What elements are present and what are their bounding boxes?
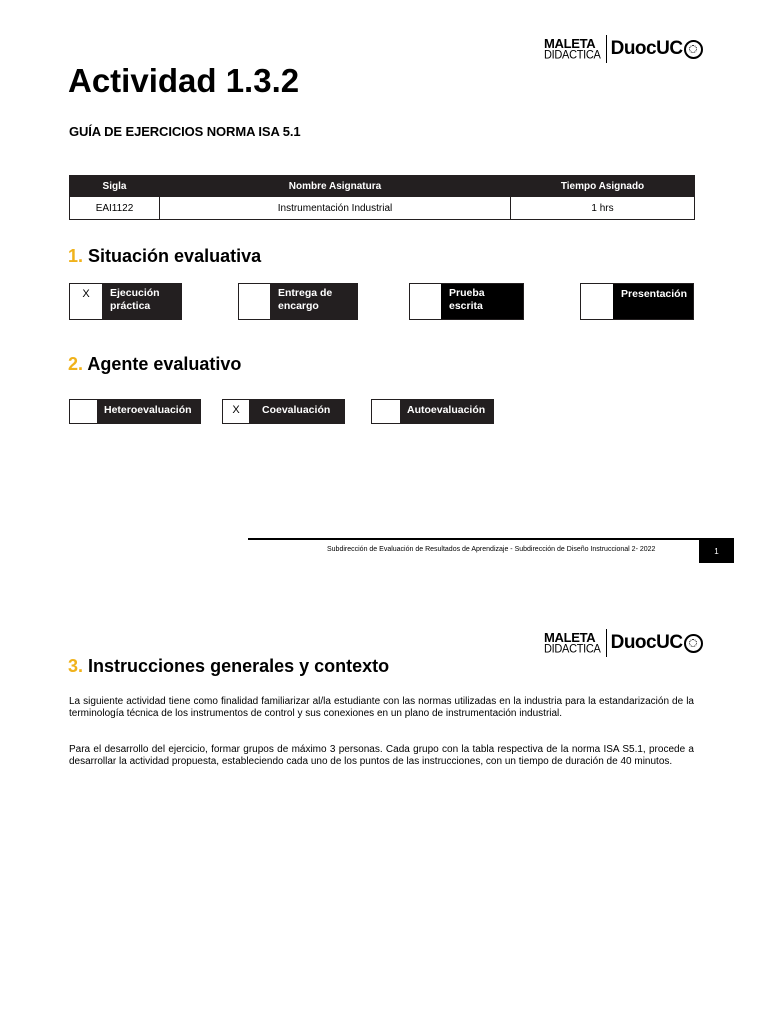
- section-heading: [68, 656, 389, 677]
- section-number: 2.: [68, 354, 84, 374]
- section-title: Instrucciones generales y contexto: [88, 656, 390, 676]
- logo-brand: DuocUC: [610, 632, 683, 653]
- section-heading: [68, 246, 261, 267]
- option-autoevaluacion[interactable]: [371, 399, 494, 424]
- option-label: [270, 284, 357, 319]
- option-label: [613, 284, 693, 319]
- footer-divider: [248, 538, 734, 540]
- option-label-line: Ejecución: [110, 287, 160, 299]
- option-heteroevaluacion[interactable]: [69, 399, 201, 424]
- option-checkbox[interactable]: X: [70, 284, 102, 319]
- option-label-line: Presentación: [621, 288, 687, 300]
- option-label-line: escrita: [449, 300, 483, 312]
- option-checkbox[interactable]: [372, 400, 400, 423]
- logo-line1: MALETA: [544, 629, 596, 645]
- page-subtitle: GUÍA DE EJERCICIOS NORMA ISA 5.1: [69, 124, 301, 139]
- table-cell: 1 hrs: [511, 197, 695, 220]
- option-label: Autoevaluación: [400, 400, 493, 423]
- paragraph: La siguiente actividad tiene como finalidad familiarizar al/la estudiante con las normas utilizadas en la industria para la estandarización de la terminología técnica de los instrumentos de control y sus conexiones en un plano de instrumentación industrial.: [69, 696, 694, 719]
- logo-divider: [606, 35, 607, 63]
- table-cell: EAI1122: [70, 197, 160, 220]
- table-header: Tiempo Asignado: [511, 176, 695, 197]
- logo: [544, 34, 703, 64]
- option-label: Coevaluación: [249, 400, 344, 423]
- option-entrega-encargo[interactable]: [238, 283, 358, 320]
- logo-maleta: [544, 629, 601, 656]
- option-label: Heteroevaluación: [97, 400, 200, 423]
- option-label: [102, 284, 181, 319]
- table-row: [70, 197, 695, 220]
- page-title: Actividad 1.3.2: [68, 62, 300, 99]
- section-number: 1.: [68, 246, 84, 266]
- option-prueba-escrita[interactable]: [409, 283, 524, 320]
- section-heading: [68, 354, 241, 375]
- option-label-line: Prueba: [449, 287, 485, 299]
- logo-line2: DIDACTICA: [544, 642, 601, 656]
- logo-divider: [606, 629, 607, 657]
- table-cell: Instrumentación Industrial: [160, 197, 511, 220]
- option-label-line: encargo: [278, 300, 319, 312]
- option-label: [441, 284, 523, 319]
- option-presentacion[interactable]: [580, 283, 694, 320]
- table-header: Nombre Asignatura: [160, 176, 511, 197]
- option-label-line: práctica: [110, 300, 151, 312]
- table-header-row: [70, 176, 695, 197]
- seal-icon: [684, 40, 703, 59]
- logo-brand: DuocUC: [610, 38, 683, 59]
- option-checkbox[interactable]: [410, 284, 441, 319]
- footer-text: Subdirección de Evaluación de Resultados de Aprendizaje - Subdirección de Diseño Instruccional 2- 2022: [327, 546, 656, 553]
- logo: [544, 628, 703, 658]
- logo-line2: DIDACTICA: [544, 48, 601, 62]
- logo-line1: MALETA: [544, 35, 596, 51]
- course-table: [69, 175, 695, 220]
- table-header: Sigla: [70, 176, 160, 197]
- option-checkbox[interactable]: [70, 400, 97, 423]
- logo-maleta: [544, 35, 601, 62]
- paragraph: Para el desarrollo del ejercicio, formar grupos de máximo 3 personas. Cada grupo con la tabla respectiva de la norma ISA S5.1, procede a desarrollar la actividad propuesta, estableciendo cada uno de los puntos de las instrucciones, con un tiempo de duración de 40 minutos.: [69, 744, 694, 767]
- option-checkbox[interactable]: [239, 284, 270, 319]
- option-coevaluacion[interactable]: [222, 399, 345, 424]
- section-number: 3.: [68, 656, 84, 676]
- option-ejecucion-practica[interactable]: [69, 283, 182, 320]
- option-checkbox[interactable]: [581, 284, 613, 319]
- section-title: Situación evaluativa: [88, 246, 262, 266]
- section-title: Agente evaluativo: [87, 354, 242, 374]
- seal-icon: [684, 634, 703, 653]
- option-label-line: Entrega de: [278, 287, 333, 299]
- page-number: 1: [699, 539, 734, 563]
- option-checkbox[interactable]: X: [223, 400, 249, 423]
